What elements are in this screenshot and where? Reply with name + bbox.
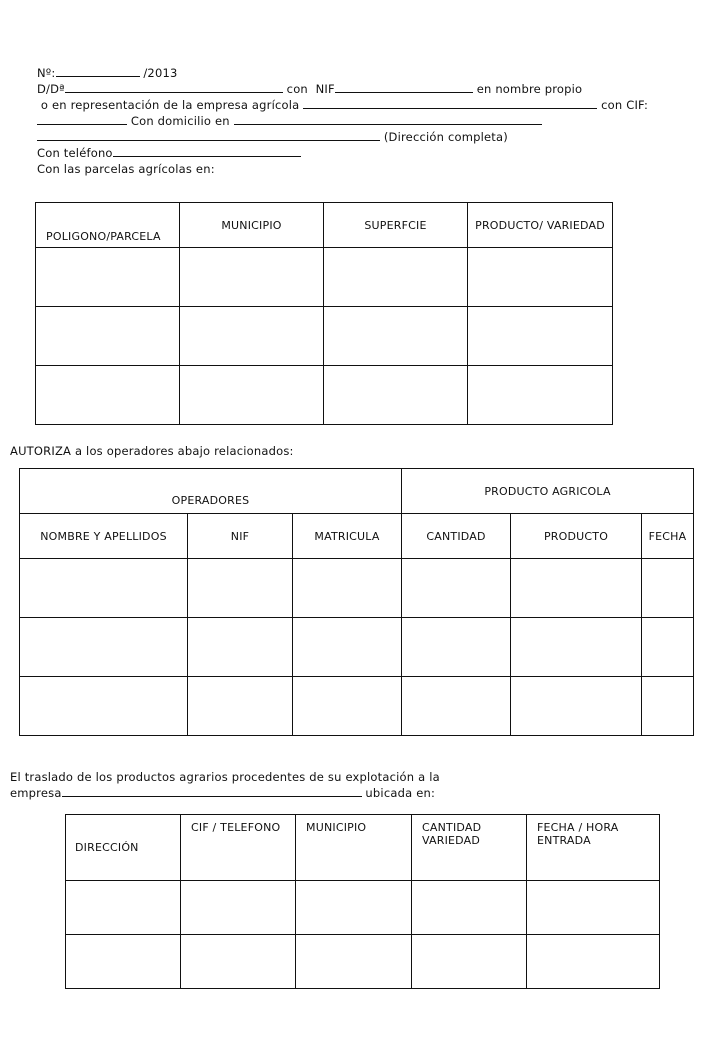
header-nombre-apellidos: NOMBRE Y APELLIDOS: [20, 514, 188, 559]
table-cell[interactable]: [527, 881, 660, 935]
table-cell[interactable]: [36, 366, 180, 425]
parcelas-table: [35, 202, 613, 425]
address-line-2: [37, 129, 508, 145]
table-cell[interactable]: [20, 618, 188, 677]
table-row: [66, 935, 660, 989]
domicilio-label: Con domicilio en: [127, 114, 234, 128]
table-cell[interactable]: [324, 248, 468, 307]
nombre-propio-text: en nombre propio: [472, 82, 583, 96]
nif-field[interactable]: [335, 81, 473, 93]
table-cell[interactable]: [296, 935, 412, 989]
cif-label: con CIF:: [597, 98, 649, 112]
group-producto-agricola: PRODUCTO AGRICOLA: [402, 469, 694, 514]
direccion-completa-text: (Dirección completa): [380, 130, 508, 144]
table-cell[interactable]: [468, 248, 613, 307]
table-cell[interactable]: [36, 307, 180, 366]
table-row: [36, 307, 613, 366]
table-cell[interactable]: [188, 618, 293, 677]
table-cell[interactable]: [293, 559, 402, 618]
company-field[interactable]: [303, 97, 597, 109]
telefono-label: Con teléfono: [37, 146, 113, 160]
header-matricula: MATRICULA: [293, 514, 402, 559]
table-cell[interactable]: [642, 618, 694, 677]
table-cell[interactable]: [20, 677, 188, 736]
phone-line: [37, 145, 301, 161]
table-cell[interactable]: [296, 881, 412, 935]
header-municipio-destino: MUNICIPIO: [296, 815, 412, 881]
number-line: [37, 65, 178, 81]
empresa-label: empresa: [10, 786, 62, 800]
table-cell[interactable]: [412, 881, 527, 935]
header-cif-telefono: CIF / TELEFONO: [181, 815, 296, 881]
parcelas-header-row: [36, 203, 613, 248]
header-cantidad-variedad: CANTIDAD VARIEDAD: [412, 815, 527, 881]
table-cell[interactable]: [324, 307, 468, 366]
representacion-text: o en representación de la empresa agrícola: [37, 98, 304, 112]
address-field[interactable]: [37, 129, 380, 141]
table-cell[interactable]: [20, 559, 188, 618]
table-cell[interactable]: [36, 248, 180, 307]
number-label: Nº:: [37, 66, 56, 80]
table-cell[interactable]: [180, 248, 324, 307]
table-cell[interactable]: [402, 618, 511, 677]
table-row: [20, 559, 694, 618]
parcelas-intro: Con las parcelas agrícolas en:: [37, 162, 215, 176]
table-row: [36, 366, 613, 425]
table-cell[interactable]: [511, 677, 642, 736]
table-row: [20, 677, 694, 736]
header-direccion: DIRECCIÓN: [66, 815, 181, 881]
table-cell[interactable]: [181, 935, 296, 989]
group-operadores: OPERADORES: [20, 469, 402, 514]
autoriza-text: AUTORIZA a los operadores abajo relacionados:: [10, 444, 294, 458]
name-field[interactable]: [65, 81, 283, 93]
table-row: [36, 248, 613, 307]
table-cell[interactable]: [511, 559, 642, 618]
operadores-table: [19, 468, 694, 736]
header-municipio: MUNICIPIO: [180, 203, 324, 248]
header-superficie: SUPERFCIE: [324, 203, 468, 248]
table-cell[interactable]: [402, 559, 511, 618]
table-cell[interactable]: [642, 677, 694, 736]
dd-label: D/Dª: [37, 82, 65, 96]
table-cell[interactable]: [412, 935, 527, 989]
destino-table: [65, 814, 660, 989]
traslado-line-1: El traslado de los productos agrarios procedentes de su explotación a la: [10, 770, 440, 784]
table-cell[interactable]: [402, 677, 511, 736]
header-fecha-hora-entrada: FECHA / HORA ENTRADA: [527, 815, 660, 881]
ubicada-text: ubicada en:: [361, 786, 436, 800]
year-text: /2013: [139, 66, 178, 80]
table-cell[interactable]: [642, 559, 694, 618]
table-cell[interactable]: [527, 935, 660, 989]
operadores-header-row: [20, 514, 694, 559]
name-line: [37, 81, 582, 97]
table-cell[interactable]: [468, 307, 613, 366]
table-cell[interactable]: [180, 366, 324, 425]
number-field[interactable]: [56, 65, 140, 77]
table-cell[interactable]: [66, 881, 181, 935]
address-line: [37, 113, 542, 129]
cif-field[interactable]: [37, 113, 127, 125]
table-cell[interactable]: [180, 307, 324, 366]
table-cell[interactable]: [293, 618, 402, 677]
telefono-field[interactable]: [113, 145, 301, 157]
table-cell[interactable]: [293, 677, 402, 736]
traslado-line-2: [10, 785, 435, 801]
table-row: [20, 618, 694, 677]
table-cell[interactable]: [188, 677, 293, 736]
nif-label: con NIF: [282, 82, 335, 96]
header-cantidad: CANTIDAD: [402, 514, 511, 559]
table-cell[interactable]: [468, 366, 613, 425]
domicilio-field[interactable]: [234, 113, 542, 125]
table-row: [66, 881, 660, 935]
empresa-field[interactable]: [62, 785, 362, 797]
header-producto: PRODUCTO: [511, 514, 642, 559]
destino-header-row: [66, 815, 660, 881]
table-cell[interactable]: [66, 935, 181, 989]
operadores-group-row: [20, 469, 694, 514]
table-cell[interactable]: [188, 559, 293, 618]
table-cell[interactable]: [181, 881, 296, 935]
header-poligono-parcela: POLIGONO/PARCELA: [36, 203, 180, 248]
header-nif: NIF: [188, 514, 293, 559]
table-cell[interactable]: [324, 366, 468, 425]
company-line: [37, 97, 648, 113]
header-producto-variedad: PRODUCTO/ VARIEDAD: [468, 203, 613, 248]
header-fecha: FECHA: [642, 514, 694, 559]
table-cell[interactable]: [511, 618, 642, 677]
